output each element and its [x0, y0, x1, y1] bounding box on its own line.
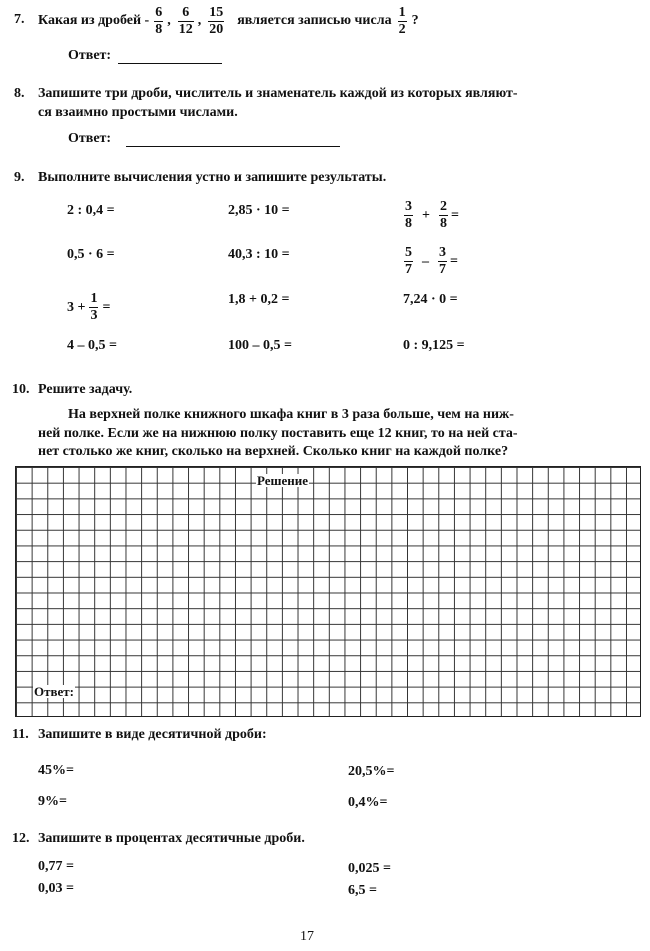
q9-expr-8: 100 – 0,5 =: [228, 338, 292, 353]
q7-answer-label: Ответ:: [68, 48, 112, 63]
q12-item-3: 0,03 =: [38, 881, 74, 896]
solution-label: Решение: [257, 473, 309, 488]
q11-item-1: 45%=: [38, 763, 74, 778]
q7-answer-line[interactable]: [118, 63, 222, 64]
q12-number: 12.: [12, 831, 30, 846]
q7-comma-2: ,: [197, 13, 202, 28]
q7-text-before: Какая из дробей -: [38, 13, 150, 28]
q9-expr-3-fraction: $\frac{1}{3}$: [90, 291, 98, 323]
q7-comma-1: ,: [167, 13, 171, 28]
q8-line-2: ся взаимно простыми числами.: [38, 105, 238, 120]
q10-problem-line-3: нет столько же книг, сколько на верхней. Сколько книг на каждой полке?: [38, 444, 509, 459]
q12-item-4: 6,5 =: [348, 883, 377, 898]
q8-answer-label: Ответ:: [68, 131, 112, 146]
q11-item-4: 0,4%=: [348, 795, 388, 810]
q7-fraction-3: $\frac{15}{20}$: [209, 4, 224, 37]
q12-text: Запишите в процентах десятичные дроби.: [38, 831, 305, 846]
q11-item-3: 9%=: [38, 794, 67, 809]
q10-problem-line-1: На верхней полке книжного шкафа книг в 3 раза больше, чем на ниж-: [68, 407, 514, 422]
q11-text: Запишите в виде десятичной дроби:: [38, 727, 267, 742]
q9-expr-10-frac-a: $\frac{5}{7}$: [405, 245, 412, 277]
q8-answer-line[interactable]: [126, 146, 340, 147]
q9-expr-9: [403, 200, 459, 231]
q9-number: 9.: [14, 170, 25, 185]
q9-expr-9-eq: =: [450, 207, 459, 223]
q9-expr-10-frac-b: $\frac{3}{7}$: [439, 245, 446, 277]
q9-expr-12: 0 : 9,125 =: [403, 338, 465, 353]
q7-question: [38, 6, 419, 36]
q7-target-fraction: $\frac{1}{2}$: [398, 4, 406, 37]
q10-number: 10.: [12, 382, 30, 397]
q12-item-1: 0,77 =: [38, 859, 74, 874]
q9-expr-3-lead: 3 +: [67, 299, 86, 315]
q9-expr-11: 7,24 · 0 =: [403, 292, 458, 307]
q7-fraction-2: $\frac{6}{12}$: [178, 4, 193, 37]
q9-expr-9-frac-b: $\frac{2}{8}$: [439, 199, 447, 231]
q9-expr-6: 40,3 : 10 =: [228, 247, 290, 262]
q12-item-2: 0,025 =: [348, 861, 391, 876]
q8-number: 8.: [14, 86, 25, 101]
q7-number: 7.: [14, 12, 25, 27]
q9-expr-10: [403, 246, 458, 277]
q9-expr-5: 2,85 · 10 =: [228, 203, 290, 218]
q9-expr-9-frac-a: $\frac{3}{8}$: [405, 199, 412, 231]
q9-expr-10-eq: =: [450, 253, 458, 269]
q10-text: Решите задачу.: [38, 382, 133, 397]
q9-expr-3: [67, 292, 110, 323]
q11-item-2: 20,5%=: [348, 764, 395, 779]
q7-text-after: является записью числа: [237, 13, 392, 28]
q11-number: 11.: [12, 727, 29, 742]
q8-line-1: Запишите три дроби, числитель и знаменатель каждой из которых являют-: [38, 86, 518, 101]
solution-grid[interactable]: [15, 466, 641, 717]
page-number: 17: [300, 929, 314, 944]
q7-question-mark: ?: [411, 13, 419, 28]
grid-answer-label: Ответ:: [34, 684, 75, 699]
q9-expr-4: 4 – 0,5 =: [67, 338, 117, 353]
q9-expr-10-op: –: [422, 253, 429, 269]
q9-expr-9-op: +: [422, 207, 430, 223]
q9-expr-1: 2 : 0,4 =: [67, 203, 115, 218]
q9-expr-3-eq: =: [102, 299, 111, 315]
q9-expr-2: 0,5 · 6 =: [67, 247, 115, 262]
q9-expr-7: 1,8 + 0,2 =: [228, 292, 290, 307]
q10-problem-line-2: ней полке. Если же на нижнюю полку поставить еще 12 книг, то на ней ста-: [38, 426, 518, 441]
q9-text: Выполните вычисления устно и запишите результаты.: [38, 170, 387, 185]
q7-fraction-1: $\frac{6}{8}$: [155, 4, 163, 37]
